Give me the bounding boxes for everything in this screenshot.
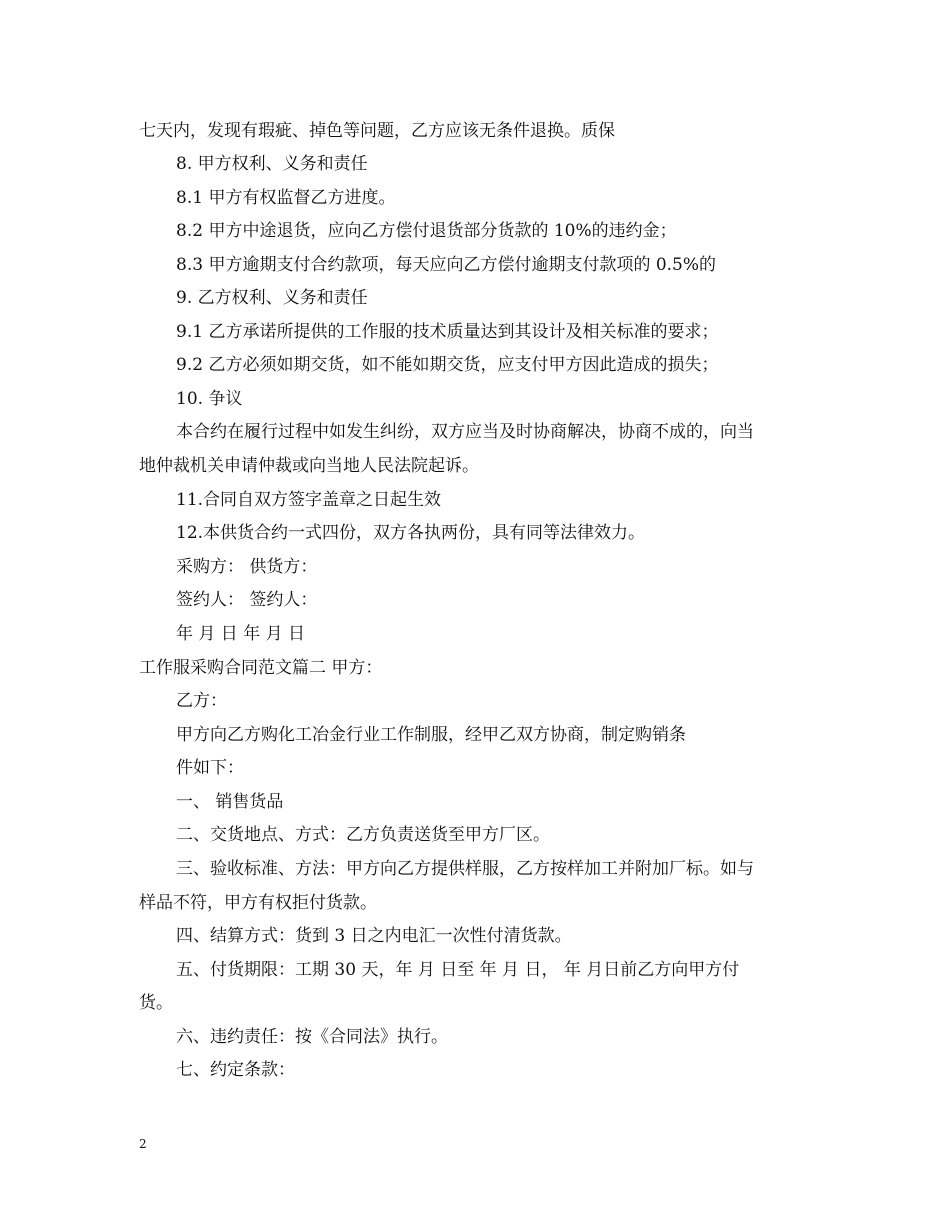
date-line: 年 月 日 年 月 日 — [176, 624, 306, 644]
page-number: 2 — [139, 1137, 147, 1151]
section-heading: 9. 乙方权利、义务和责任 — [176, 288, 368, 308]
text-line: 货。 — [139, 993, 173, 1013]
text-line: 12.本供货合约一式四份，双方各执两份，具有同等法律效力。 — [176, 523, 646, 543]
section-heading: 8. 甲方权利、义务和责任 — [176, 154, 368, 174]
text-line: 9.1 乙方承诺所提供的工作服的技术质量达到其设计及相关标准的要求； — [176, 322, 719, 342]
text-line: 六、违约责任：按《合同法》执行。 — [176, 1027, 448, 1047]
text-line: 本合约在履行过程中如发生纠纷，双方应当及时协商解决，协商不成的，向当 — [176, 422, 754, 442]
text-line: 二、交货地点、方式：乙方负责送货至甲方厂区。 — [176, 825, 550, 845]
text-line: 乙方： — [176, 691, 227, 711]
section-heading: 10. 争议 — [176, 389, 243, 409]
text-line: 七天内，发现有瑕疵、掉色等问题，乙方应该无条件退换。质保 — [139, 121, 615, 141]
document-title-line: 工作服采购合同范文篇二 甲方： — [139, 658, 383, 678]
signature-parties-line: 采购方： 供货方： — [176, 557, 318, 577]
text-line: 11.合同自双方签字盖章之日起生效 — [176, 490, 442, 510]
text-line: 9.2 乙方必须如期交货，如不能如期交货，应支付甲方因此造成的损失； — [176, 355, 719, 375]
text-line: 样品不符，甲方有权拒付货款。 — [139, 893, 377, 913]
text-line: 七、约定条款： — [176, 1060, 295, 1080]
text-line: 三、验收标准、方法：甲方向乙方提供样服，乙方按样加工并附加厂标。如与 — [176, 859, 754, 879]
text-line: 一、 销售货品 — [176, 792, 284, 812]
text-line: 8.3 甲方逾期支付合约款项，每天应向乙方偿付逾期支付款项的 0.5%的 — [176, 255, 717, 275]
text-line: 四、结算方式：货到 3 日之内电汇一次性付清货款。 — [176, 926, 572, 946]
signatory-line: 签约人： 签约人： — [176, 590, 318, 610]
text-line: 8.1 甲方有权监督乙方进度。 — [176, 188, 396, 208]
text-line: 五、付货期限：工期 30 天，年 月 日至 年 月 日， 年 月日前乙方向甲方付 — [176, 960, 740, 980]
text-line: 8.2 甲方中途退货，应向乙方偿付退货部分货款的 10%的违约金； — [176, 221, 677, 241]
text-line: 件如下： — [176, 758, 244, 778]
text-line: 地仲裁机关申请仲裁或向当地人民法院起诉。 — [139, 456, 479, 476]
text-line: 甲方向乙方购化工冶金行业工作制服，经甲乙双方协商，制定购销条 — [176, 725, 686, 745]
